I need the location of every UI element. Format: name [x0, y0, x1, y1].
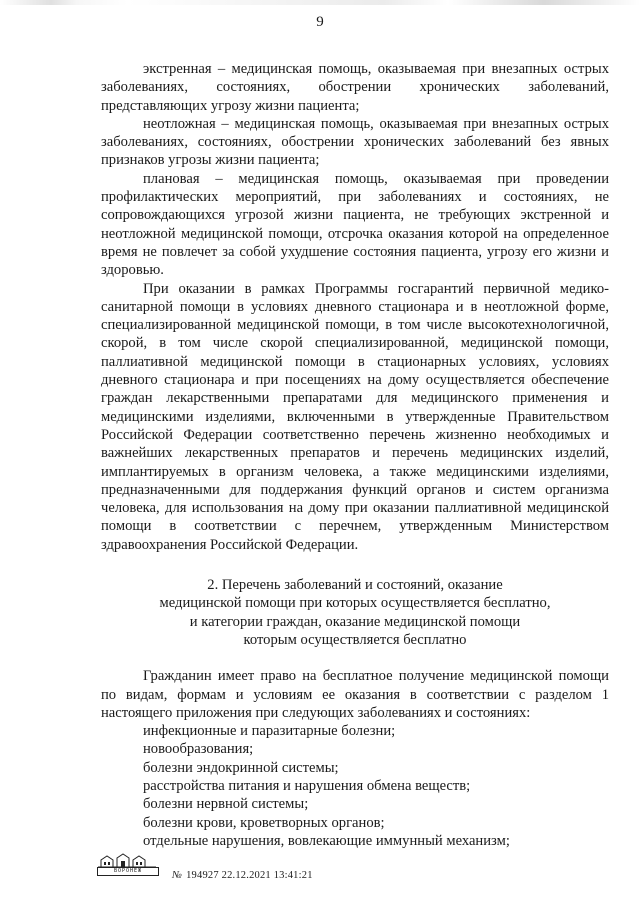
list-item: отдельные нарушения, вовлекающие иммунный механизм;	[143, 832, 510, 849]
section-heading-line: и категории граждан, оказание медицинской помощи	[189, 613, 521, 630]
paragraph-provision: При оказании в рамках Программы госгарантий первичной медико-санитарной помощи в условиях дневного стационара и в неотложной форме, специализированной медицинской помощи, в том числе высокотехнологичной, скорой, в том числе скорой специализированной, медицинской помощи, паллиативной медицинской помощи в стационарных условиях, условиях дневного стационара и при посещениях на дому осуществляется обеспечение граждан лекарственными препаратами для медицинского применения и медицинскими изделиями, включенными в утвержденные Правительством Российской Федерации соответственно перечень жизненно необходимых и важнейших лекарственных препаратов и перечень медицинских изделий, имплантируемых в организм человека, а также медицинскими изделиями, предназначенными для поддержания функций органов и систем организма человека, для использования на дому при оказании паллиативной медицинской помощи в соответствии с перечнем, утвержденным Министерством здравоохранения Российской Федерации.	[101, 280, 609, 553]
document-body	[101, 60, 609, 850]
building-stamp-icon	[97, 852, 157, 874]
page-number: 9	[316, 14, 324, 30]
paragraph-urgent: неотложная – медицинская помощь, оказываемая при внезапных острых заболеваниях, состояниях, обострении хронических заболеваний без явных признаков угрозы жизни пациента;	[101, 115, 609, 169]
doc-mark: №	[172, 870, 183, 881]
section-heading-line: 2. Перечень заболеваний и состояний, оказание	[207, 577, 503, 594]
doc-id-value: 194927 22.12.2021 13:41:21	[186, 870, 313, 881]
document-id	[172, 870, 313, 881]
list-item: расстройства питания и нарушения обмена веществ;	[143, 777, 471, 794]
section-heading-line: медицинской помощи при которых осуществляется бесплатно,	[159, 595, 551, 612]
section-intro: Гражданин имеет право на бесплатное получение медицинской помощи по видам, формам и условиям ее оказания в соответствии с разделом 1 настоящего приложения при следующих заболеваниях и состояниях:	[101, 668, 609, 721]
scan-edge	[0, 0, 640, 5]
paragraph-planned: плановая – медицинская помощь, оказываемая при проведении профилактических мероприятий, при заболеваниях и состояниях, не сопровождающихся угрозой жизни пациента, не требующих экстренной и неотложной медицинской помощи, отсрочка оказания которой на определенное время не повлечет за собой ухудшение состояния пациента, угрозу его жизни и здоровью.	[101, 170, 609, 279]
list-item: инфекционные и паразитарные болезни;	[143, 723, 396, 740]
disease-list	[101, 722, 609, 850]
list-item: новообразования;	[143, 741, 254, 758]
section-heading-line: которым осуществляется бесплатно	[243, 631, 467, 648]
document-footer	[97, 852, 397, 886]
list-item: болезни крови, кроветворных органов;	[143, 814, 385, 831]
list-item: болезни эндокринной системы;	[143, 759, 339, 776]
section-heading	[101, 576, 609, 649]
list-item: болезни нервной системы;	[143, 796, 309, 813]
stamp-label: ВОРОНЕЖ	[97, 867, 159, 876]
paragraph-emergency: экстренная – медицинская помощь, оказываемая при внезапных острых заболеваниях, состояниях, обострении хронических заболеваний, представляющих угрозу жизни пациента;	[101, 61, 609, 114]
